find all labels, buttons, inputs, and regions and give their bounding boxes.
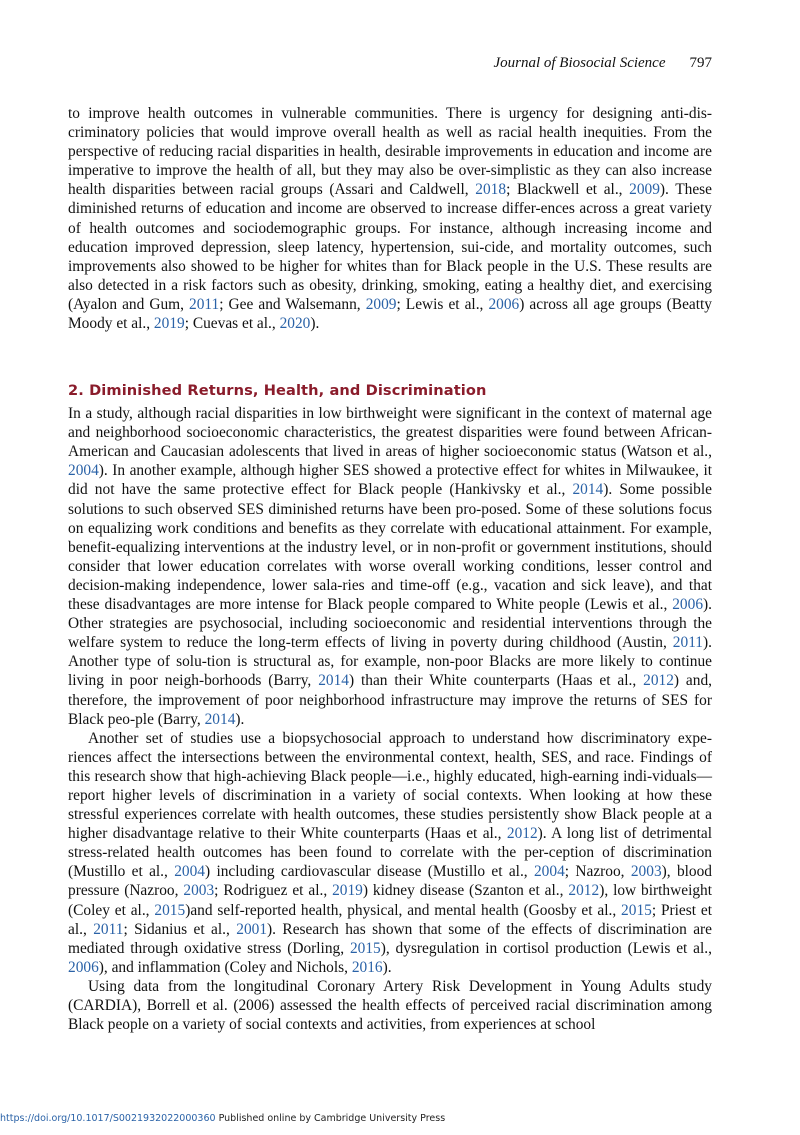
journal-title: Journal of Biosocial Science bbox=[493, 55, 666, 71]
publisher-note: Published online by Cambridge University Press bbox=[215, 1113, 446, 1124]
citation-link[interactable]: 2014 bbox=[204, 710, 236, 728]
citation-link[interactable]: 2009 bbox=[365, 295, 397, 313]
citation-link[interactable]: 2016 bbox=[351, 958, 383, 976]
intro-paragraph: to improve health outcomes in vulnerable communities. There is urgency for designing anti-dis-criminatory policies that would improve overall health as well as racial health inequities. From the perspective of reducing racial disparities in health, desirable improvements in education and income are imperative to improve the health of all, but they may also be over-simplistic as they can also increase health disparities between racial groups (Assari and Caldwell, 2018; Blackwell et al., 2009). These diminished returns of education and income are observed to increase differ-ences across a great variety of health outcomes and sociodemographic groups. For instance, although increasing income and education improved depression, sleep latency, hypertension, sui-cide, and mortality outcomes, such improvements also showed to be higher for whites than for Black people in the U.S. These results are also detected in a risk factors such as obesity, drinking, smoking, eating a healthy diet, and exercising (Ayalon and Gum, 2011; Gee and Walsemann, 2009; Lewis et al., 2006) across all age groups (Beatty Moody et al., 2019; Cuevas et al., 2020). bbox=[68, 105, 712, 333]
citation-link[interactable]: 2014 bbox=[572, 481, 604, 499]
citation-link[interactable]: 2004 bbox=[174, 863, 205, 881]
citation-link[interactable]: 2015 bbox=[621, 901, 652, 919]
paragraph-3: Using data from the longitudinal Coronary Artery Risk Development in Young Adults study (CARDIA), Borrell et al. (2006) assessed the health effects of perceived racial discrimination among Black people on a variety of social contexts and activities, from experiences at school bbox=[68, 977, 712, 1034]
citation-link[interactable]: 2011 bbox=[93, 920, 124, 938]
citation-link[interactable]: 2019 bbox=[332, 882, 363, 900]
paragraph-1: In a study, although racial disparities in low birthweight were significant in the context of maternal age and neighborhood socioeconomic characteristics, the greatest disparities were found between African-American and Caucasian adolescents that lived in areas of higher socioeconomic status (Watson et al., 2004). In another example, although higher SES showed a protective effect for whites in Milwaukee, it did not have the same protective effect for Black people (Hankivsky et al., 2014). Some possible solutions to such observed SES diminished returns have been pro-posed. Some of these solutions focus on equalizing work conditions and benefits as they correlate with educational attainment. For example, benefit-equalizing interventions at the industry level, or in non-profit or government institutions, should consider that lower education correlates with worse overall working conditions, lesser control and decision-making independence, lower sala-ries and time-off (e.g., vacation and sick leave), and that these disadvantages are more intense for Black people compared to White people (Lewis et al., 2006). Other strategies are psychosocial, including socioeconomic and residential interventions through the welfare system to reduce the long-term effects of living in poverty during childhood (Austin, 2011). Another type of solu-tion is structural as, for example, non-poor Blacks are more likely to continue living in poor neigh-borhoods (Barry, 2014) than their White counterparts (Haas et al., 2012) and, therefore, the improvement of poor neighborhood infrastructure may improve the returns of SES for Black peo-ple (Barry, 2014). bbox=[68, 405, 712, 728]
citation-link[interactable]: 2006 bbox=[488, 295, 520, 313]
citation-link[interactable]: 2009 bbox=[629, 181, 660, 199]
citation-link[interactable]: 2012 bbox=[568, 882, 600, 900]
citation-link[interactable]: 2006 bbox=[672, 596, 704, 614]
paragraph-2: Another set of studies use a biopsychosocial approach to understand how discriminatory expe-riences affect the intersections between the environmental context, health, SES, and race. Findings of this research show that high-achieving Black people—i.e., highly educated, high-earning indi-viduals—report higher levels of discrimination in a variety of social contexts. When looking at how these stressful experiences correlate with health outcomes, these studies persistently show Black people at a higher disadvantage relative to their White counterparts (Haas et al., 2012). A long list of detrimental stress-related health outcomes has been found to correlate with the per-ception of discrimination (Mustillo et al., 2004) including cardiovascular disease (Mustillo et al., 2004; Nazroo, 2003), blood pressure (Nazroo, 2003; Rodriguez et al., 2019) kidney disease (Szanton et al., 2012), low birthweight (Coley et al., 2015)and self-reported health, physical, and mental health (Goosby et al., 2015; Priest et al., 2011; Sidanius et al., 2001). Research has shown that some of the effects of discrimination are mediated through oxidative stress (Dorling, 2015), dysregulation in cortisol production (Lewis et al., 2006), and inflammation (Coley and Nichols, 2016). bbox=[68, 729, 713, 976]
citation-link[interactable]: 2004 bbox=[68, 462, 99, 480]
citation-link[interactable]: 2006 bbox=[68, 958, 99, 976]
citation-link[interactable]: 2015 bbox=[154, 901, 186, 919]
citation-link[interactable]: 2012 bbox=[506, 825, 538, 843]
citation-link[interactable]: 2011 bbox=[672, 634, 704, 652]
section-diminished-returns bbox=[68, 381, 712, 1034]
citation-link[interactable]: 2011 bbox=[189, 295, 220, 313]
page-footer bbox=[0, 1113, 445, 1124]
doi-link[interactable]: https://doi.org/10.1017/S0021932022000360 bbox=[0, 1113, 216, 1124]
citation-link[interactable]: 2015 bbox=[349, 939, 381, 957]
citation-link[interactable]: 2004 bbox=[533, 863, 565, 881]
citation-link[interactable]: 2018 bbox=[475, 181, 507, 199]
intro-text bbox=[68, 104, 712, 333]
citation-link[interactable]: 2003 bbox=[630, 863, 662, 881]
citation-link[interactable]: 2012 bbox=[643, 672, 674, 690]
page-number: 797 bbox=[689, 55, 712, 71]
section-title: 2. Diminished Returns, Health, and Discrimination bbox=[68, 382, 487, 399]
citation-link[interactable]: 2014 bbox=[318, 672, 349, 690]
citation-link[interactable]: 2001 bbox=[236, 920, 268, 938]
citation-link[interactable]: 2020 bbox=[279, 315, 311, 333]
running-head bbox=[493, 55, 712, 72]
citation-link[interactable]: 2019 bbox=[153, 315, 185, 333]
citation-link[interactable]: 2003 bbox=[183, 882, 215, 900]
